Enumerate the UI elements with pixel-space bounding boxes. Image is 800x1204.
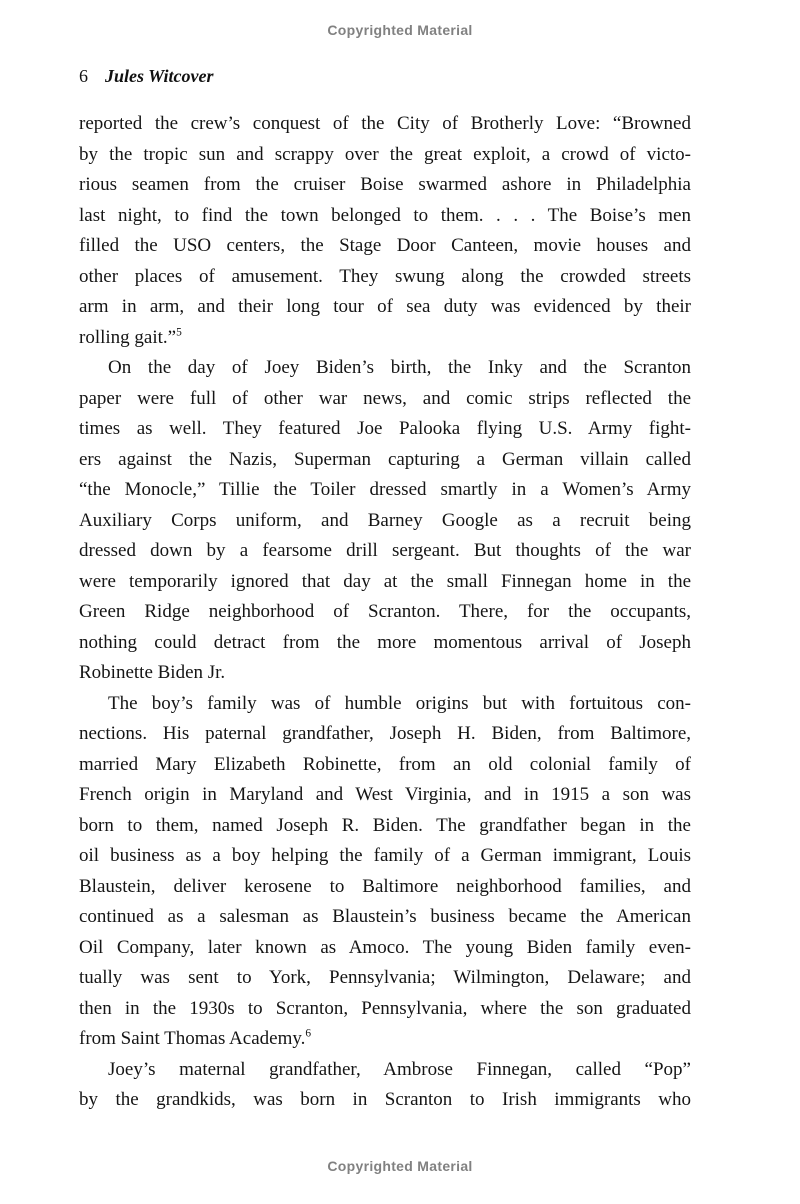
text-line: born to them, named Joseph R. Biden. The grandfather began in the [79,814,691,836]
text-line: times as well. They featured Joe Palooka flying U.S. Army fight- [79,418,691,439]
text-line: Green Ridge neighborhood of Scranton. There, for the occupants, [79,601,691,622]
text-line: Oil Company, later known as Amoco. The young Biden family even- [79,936,691,958]
paragraph [79,353,691,689]
text-line: dressed down by a fearsome drill sergeant. But thoughts of the war [79,540,691,561]
text-line: rolling gait.”$^5$ [79,326,182,348]
text-line: married Mary Elizabeth Robinette, from an old colonial family of [79,753,691,775]
text-line: filled the USO centers, the Stage Door Canteen, movie houses and [79,235,691,256]
text-line: oil business as a boy helping the family of a German immigrant, Louis [79,845,691,866]
paragraph [79,689,691,1055]
text-line: Blaustein, deliver kerosene to Baltimore neighborhood families, and [79,875,691,897]
paragraph [79,109,691,353]
page-header [79,66,214,87]
text-line: nections. His paternal grandfather, Joseph H. Biden, from Baltimore, [79,723,691,744]
paragraph [79,1055,691,1116]
text-line: reported the crew’s conquest of the City of Brotherly Love: “Browned [79,113,691,134]
text-line: paper were full of other war news, and comic strips reflected the [79,387,691,409]
text-block [79,109,691,1116]
text-line: Robinette Biden Jr. [79,662,226,683]
text-line: other places of amusement. They swung along the crowded streets [79,265,691,287]
text-line: last night, to find the town belonged to them. . . . The Boise’s men [79,204,691,226]
copyright-watermark-bottom: Copyrighted Material [327,1158,473,1174]
footnote-reference: 5 [176,326,182,339]
text-line: French origin in Maryland and West Virginia, and in 1915 a son was [79,784,691,805]
text-line: The boy’s family was of humble origins but with fortuitous con- [108,692,691,714]
text-line: by the grandkids, was born in Scranton to Irish immigrants who [79,1089,691,1110]
text-line: nothing could detract from the more momentous arrival of Joseph [79,631,691,653]
text-line: Joey’s maternal grandfather, Ambrose Finnegan, called “Pop” [108,1058,691,1080]
text-line: ers against the Nazis, Superman capturing a German villain called [79,448,691,470]
running-head: Jules Witcover [105,66,214,86]
text-line: Auxiliary Corps uniform, and Barney Google as a recruit being [79,509,691,531]
text-line: then in the 1930s to Scranton, Pennsylvania, where the son graduated [79,997,691,1019]
text-line: by the tropic sun and scrappy over the great exploit, a crowd of victo- [79,143,691,165]
text-line: On the day of Joey Biden’s birth, the Inky and the Scranton [108,357,691,378]
text-line: tually was sent to York, Pennsylvania; Wilmington, Delaware; and [79,967,691,988]
text-line: arm in arm, and their long tour of sea duty was evidenced by their [79,296,691,317]
copyright-watermark-top: Copyrighted Material [327,22,473,38]
text-line: from Saint Thomas Academy.$^6$ [79,1027,312,1049]
text-line: were temporarily ignored that day at the small Finnegan home in the [79,570,691,592]
text-line: continued as a salesman as Blaustein’s business became the American [79,906,691,927]
page-number: 6 [79,66,88,86]
text-line: rious seamen from the cruiser Boise swarmed ashore in Philadelphia [79,174,691,195]
text-line: “the Monocle,” Tillie the Toiler dressed smartly in a Women’s Army [79,479,691,500]
footnote-reference: 6 [305,1027,312,1040]
